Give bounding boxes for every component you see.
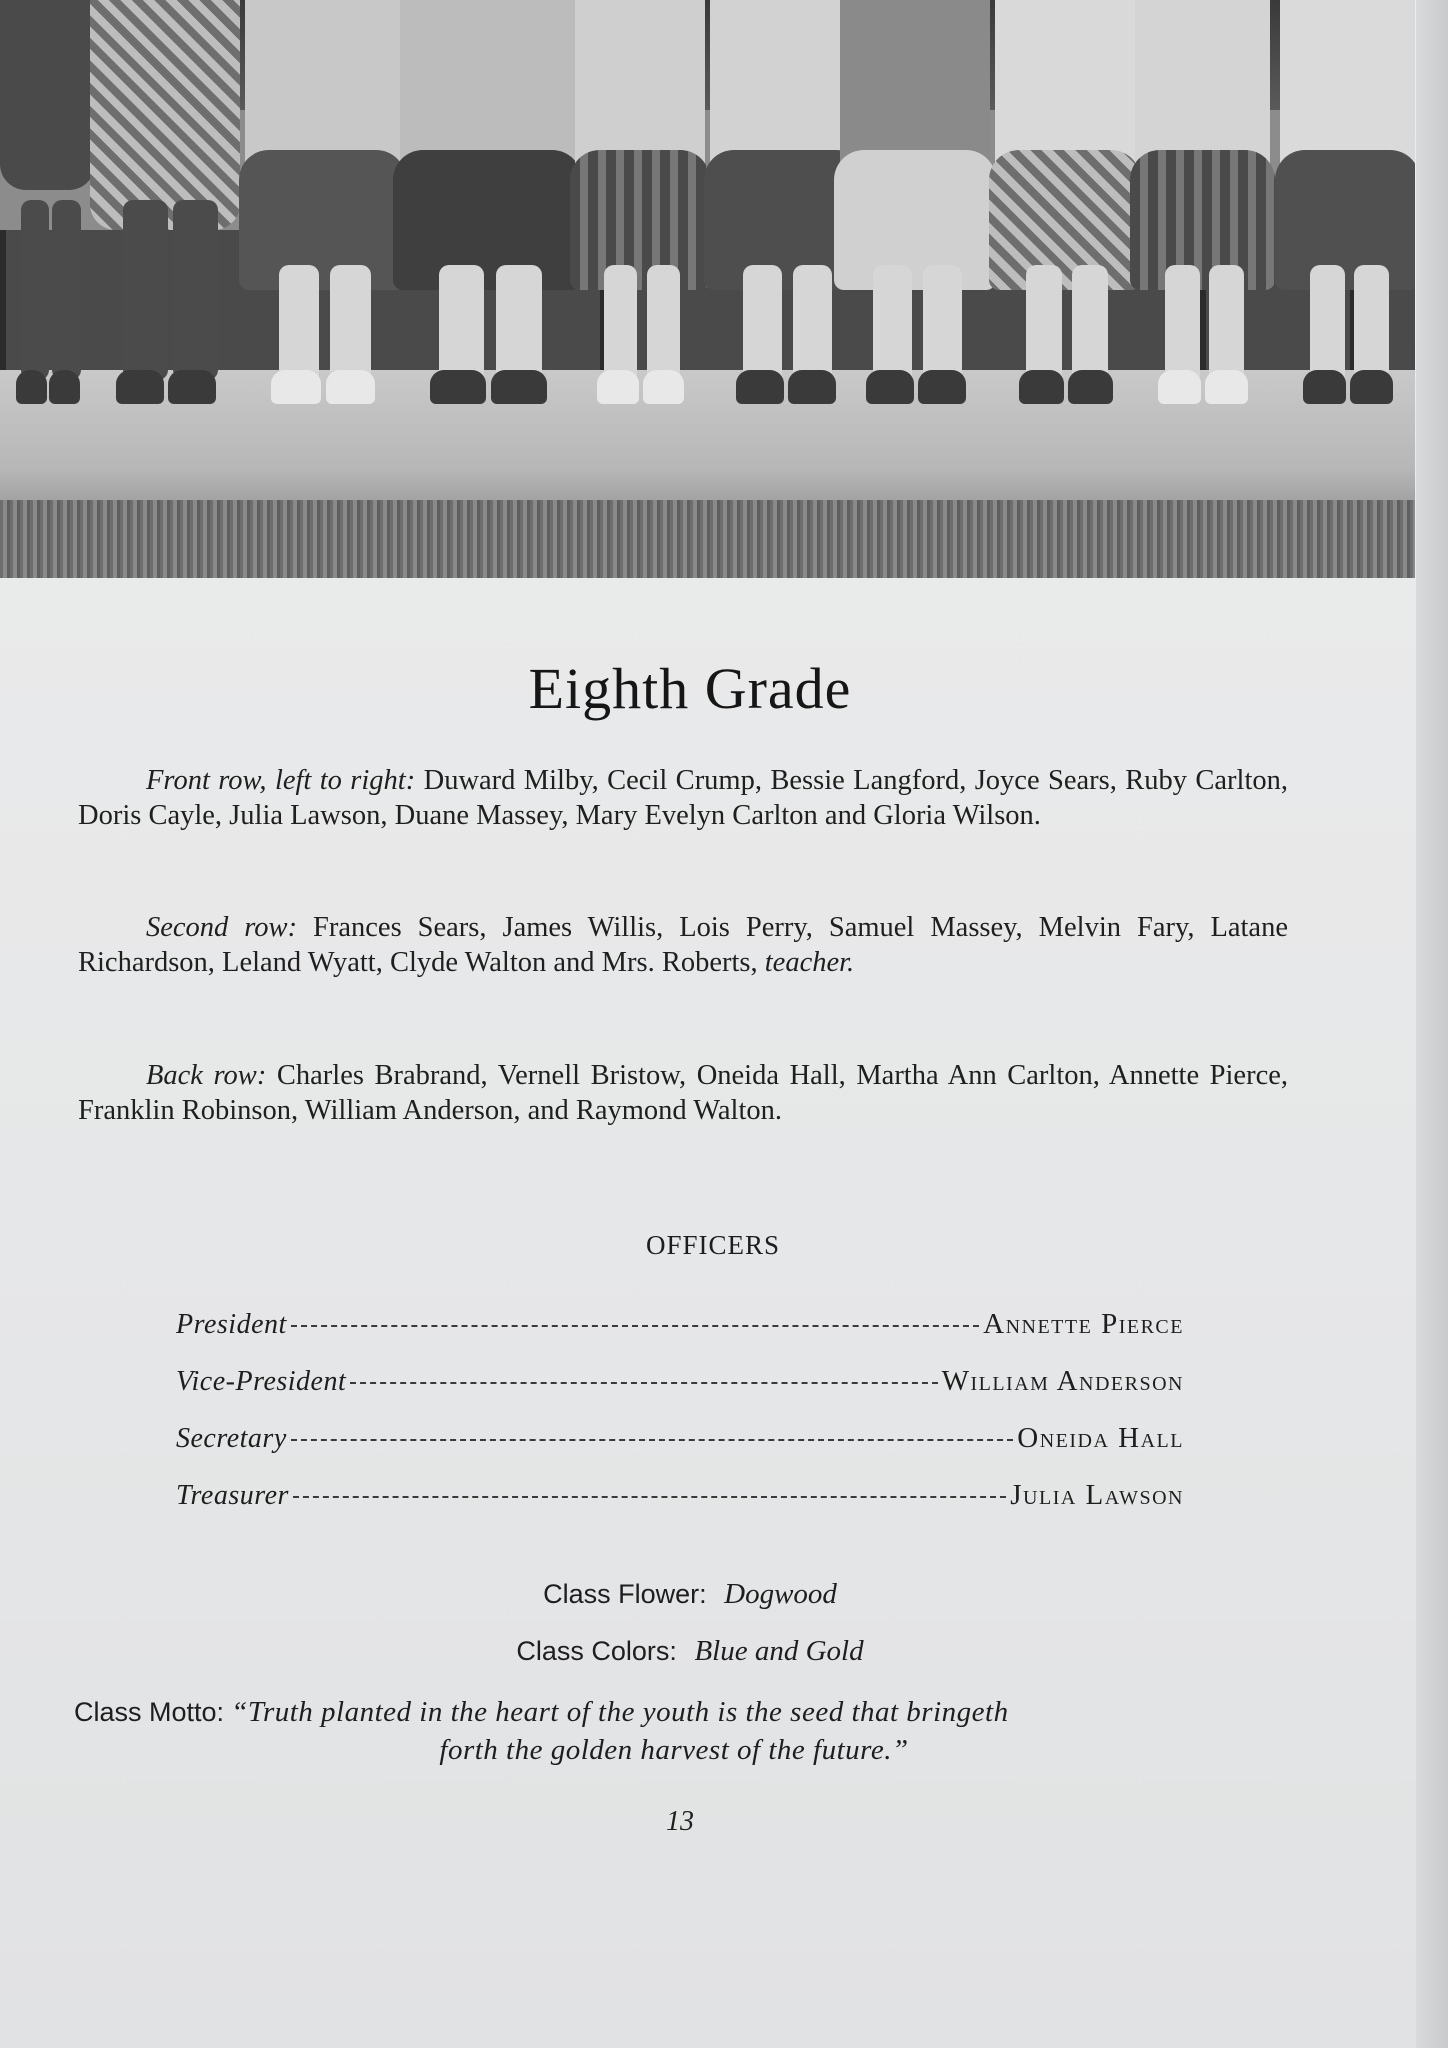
back-row-caption xyxy=(78,1058,1288,1128)
class-colors-label: Class Colors: xyxy=(516,1636,677,1666)
class-photograph xyxy=(0,0,1415,578)
row-label: Front row, left to right: xyxy=(146,765,416,796)
officer-treasurer xyxy=(176,1479,1184,1519)
class-motto-line1: “Truth planted in the heart of the youth is the seed that bringeth xyxy=(231,1696,1009,1728)
front-row-caption xyxy=(78,763,1288,833)
officer-role: Secretary xyxy=(176,1423,287,1454)
row-label: Back row: xyxy=(146,1060,267,1091)
officer-vice-president xyxy=(176,1365,1184,1405)
officer-name: William Anderson xyxy=(941,1365,1184,1397)
teacher-role: teacher. xyxy=(764,947,855,978)
dotted-leader xyxy=(291,1439,1014,1441)
class-flower-value: Dogwood xyxy=(724,1578,837,1610)
dotted-leader xyxy=(293,1496,1006,1498)
dotted-leader xyxy=(350,1382,937,1384)
class-flower-label: Class Flower: xyxy=(543,1579,707,1609)
class-colors-value: Blue and Gold xyxy=(694,1635,864,1667)
class-motto xyxy=(74,1693,1314,1769)
photo-grass xyxy=(0,500,1415,578)
page-title: Eighth Grade xyxy=(528,656,852,721)
dotted-leader xyxy=(291,1325,979,1327)
officer-name: Julia Lawson xyxy=(1010,1479,1184,1511)
officer-name: Oneida Hall xyxy=(1017,1422,1184,1454)
class-colors xyxy=(0,1635,1380,1668)
class-motto-label: Class Motto: xyxy=(74,1697,225,1727)
class-motto-line2: forth the golden harvest of the future.” xyxy=(439,1734,909,1766)
officer-secretary xyxy=(176,1422,1184,1462)
class-flower xyxy=(0,1578,1380,1611)
row-names: Charles Brabrand, Vernell Bristow, Oneida Hall, Martha Ann Carlton, Annette Pierce, Franklin Robinson, William Anderson, and Raymond Walton. xyxy=(78,1060,1288,1126)
row-label: Second row: xyxy=(146,912,298,943)
page-edge xyxy=(1416,0,1448,2048)
row-names: Frances Sears, James Willis, Lois Perry, Samuel Massey, Melvin Fary, Latane Richardson, Leland Wyatt, Clyde Walton and Mrs. Roberts, xyxy=(78,912,1288,978)
page-number: 13 xyxy=(666,1806,694,1837)
row-names: Duward Milby, Cecil Crump, Bessie Langford, Joyce Sears, Ruby Carlton, Doris Cayle, Julia Lawson, Duane Massey, Mary Evelyn Carlton and Gloria Wilson. xyxy=(78,765,1288,831)
second-row-caption xyxy=(78,910,1288,980)
officer-name: Annette Pierce xyxy=(983,1308,1184,1340)
officer-role: President xyxy=(176,1309,287,1340)
officer-role: Vice-President xyxy=(176,1366,347,1397)
officer-president xyxy=(176,1308,1184,1348)
officer-role: Treasurer xyxy=(176,1480,289,1511)
officers-heading: OFFICERS xyxy=(645,1230,781,1260)
